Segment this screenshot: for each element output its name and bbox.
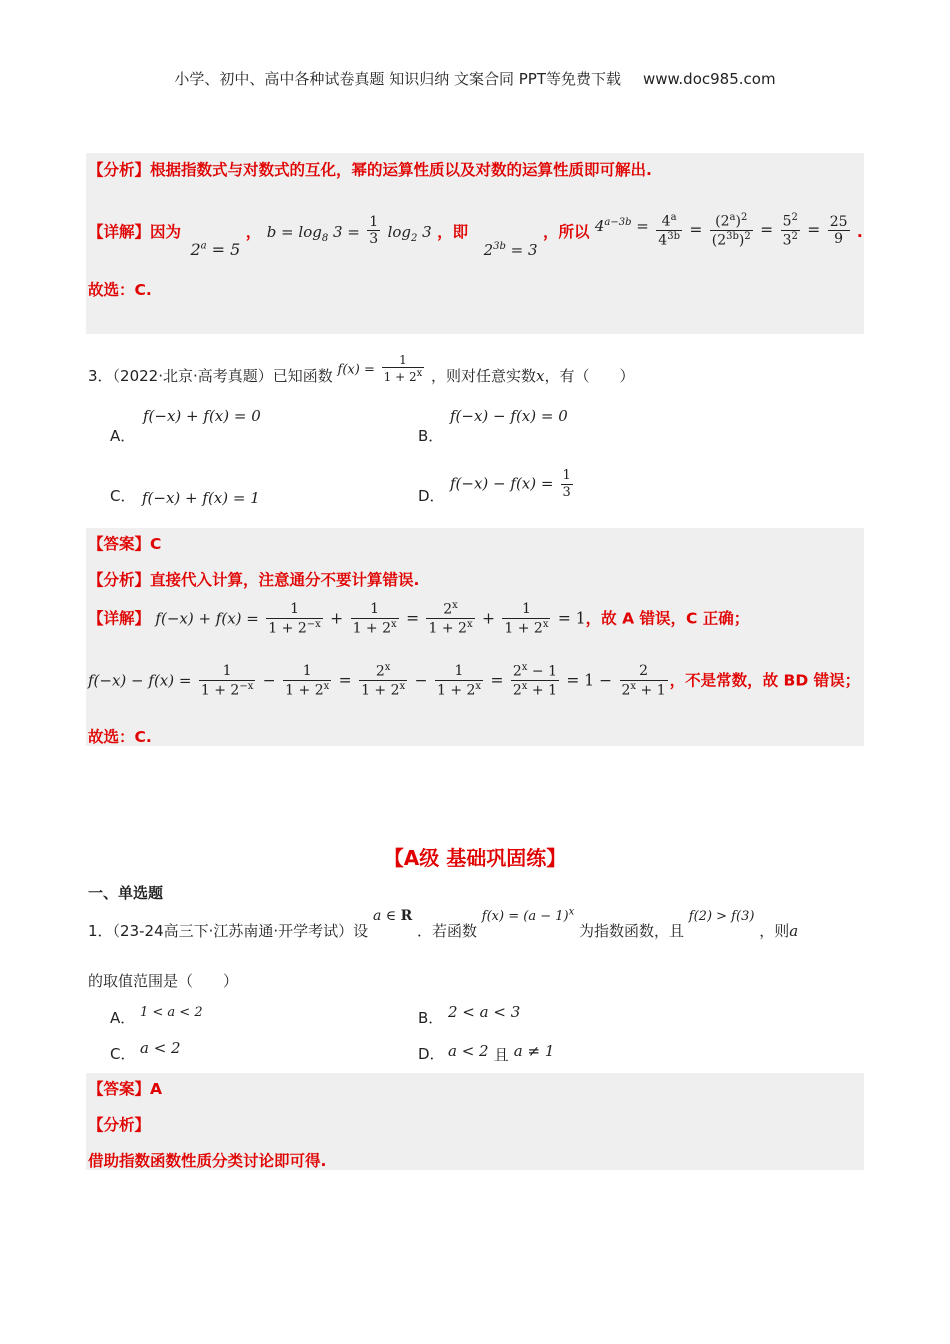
q3-option-d-expr: f(−x) − f(x) = $\frac{1}{3}$ (450, 468, 571, 500)
q1-option-b[interactable]: B． (418, 1009, 444, 1027)
section-title: 【A级 基础巩固练】 (383, 846, 567, 870)
q1-option-b-expr: 2 < a < 3 (448, 1003, 521, 1021)
conclusion-2: 故选：C. (88, 728, 152, 746)
question-1-stem-line2: 的取值范围是（ ） (88, 972, 239, 990)
q3-option-a-expr: f(−x) + f(x) = 0 (143, 407, 261, 425)
question-3-stem: 3．（2022·北京·高考真题）已知函数 f(x) = $\frac{1}{1 + 2^x}$ ，则对任意实数x，有（ ） (88, 353, 635, 386)
answer-line-3: 【答案】A (88, 1080, 163, 1098)
q1-option-d[interactable]: D． (418, 1045, 445, 1063)
q1-option-c[interactable]: C． (110, 1045, 136, 1063)
q3-option-b-expr: f(−x) − f(x) = 0 (450, 407, 568, 425)
section-subtitle: 一、单选题 (88, 884, 164, 902)
detail-line-1: 【详解】因为 $2^a = 5$ ， $b = \log_8 3$ = $\frac{1}{3}$ $\log_2 3$ ，即 $2^{3b} = 3$ ，所以 $4^{a-3b}$ = $\frac{4^a}{4^{3b}}$ = $\frac{(2^a)^2}{(2^{3b})^2}$ = $\frac{5^2}{3^2}$ = $\frac{25}{9}$ . (88, 212, 863, 260)
header-url[interactable]: www.doc985.com (642, 70, 776, 88)
analysis-line-1: 【分析】根据指数式与对数式的互化，幂的运算性质以及对数的运算性质即可解出. (88, 161, 652, 179)
page-header (0, 68, 950, 89)
detail-line-2a: 【详解】 f(−x) + f(x) = $\frac{1}{1 + 2^{-x}}$ + $\frac{1}{1 + 2^x}$ = $\frac{2^x}{1 + 2^x}$ + $\frac{1}{1 + 2^x}$ = 1，故 A 错误，C 正确； (88, 600, 750, 638)
q1-option-a-expr: 1 < a < 2 (140, 1005, 203, 1020)
analysis-line-2: 【分析】直接代入计算，注意通分不要计算错误. (88, 571, 420, 589)
answer-line-2: 【答案】C (88, 535, 162, 553)
header-text: 小学、初中、高中各种试卷真题 知识归纳 文案合同 PPT等免费下载 (174, 70, 621, 88)
analysis-text-3: 借助指数函数性质分类讨论即可得. (88, 1152, 327, 1170)
q1-option-c-expr: a < 2 (140, 1039, 181, 1057)
q3-option-c-expr: f(−x) + f(x) = 1 (142, 489, 260, 507)
q1-option-a[interactable]: A． (110, 1009, 136, 1027)
q3-option-d[interactable]: D． (418, 487, 445, 505)
conclusion-1: 故选：C. (88, 281, 152, 299)
detail-line-2b: f(−x) − f(x) = $\frac{1}{1 + 2^{-x}}$ − $\frac{1}{1 + 2^x}$ = $\frac{2^x}{1 + 2^x}$ − $\frac{1}{1 + 2^x}$ = $\frac{2^x - 1}{2^x + 1}$ = 1 − $\frac{2}{2^x + 1}$ ，不是常数，故 BD 错误； (88, 662, 861, 700)
q1-option-d-expr: a < 2 且 a ≠ 1 (448, 1042, 555, 1064)
q3-option-c[interactable]: C． (110, 487, 136, 505)
q3-option-a[interactable]: A． (110, 427, 136, 445)
question-1-stem: 1．（23-24高三下·江苏南通·开学考试）设 a ∈ R ．若函数 $f(x) = (a - 1)^x$ 为指数函数，且 f(2) > f(3) ，则a (88, 906, 799, 940)
q3-option-b[interactable]: B． (418, 427, 444, 445)
analysis-label-3: 【分析】 (88, 1116, 151, 1134)
